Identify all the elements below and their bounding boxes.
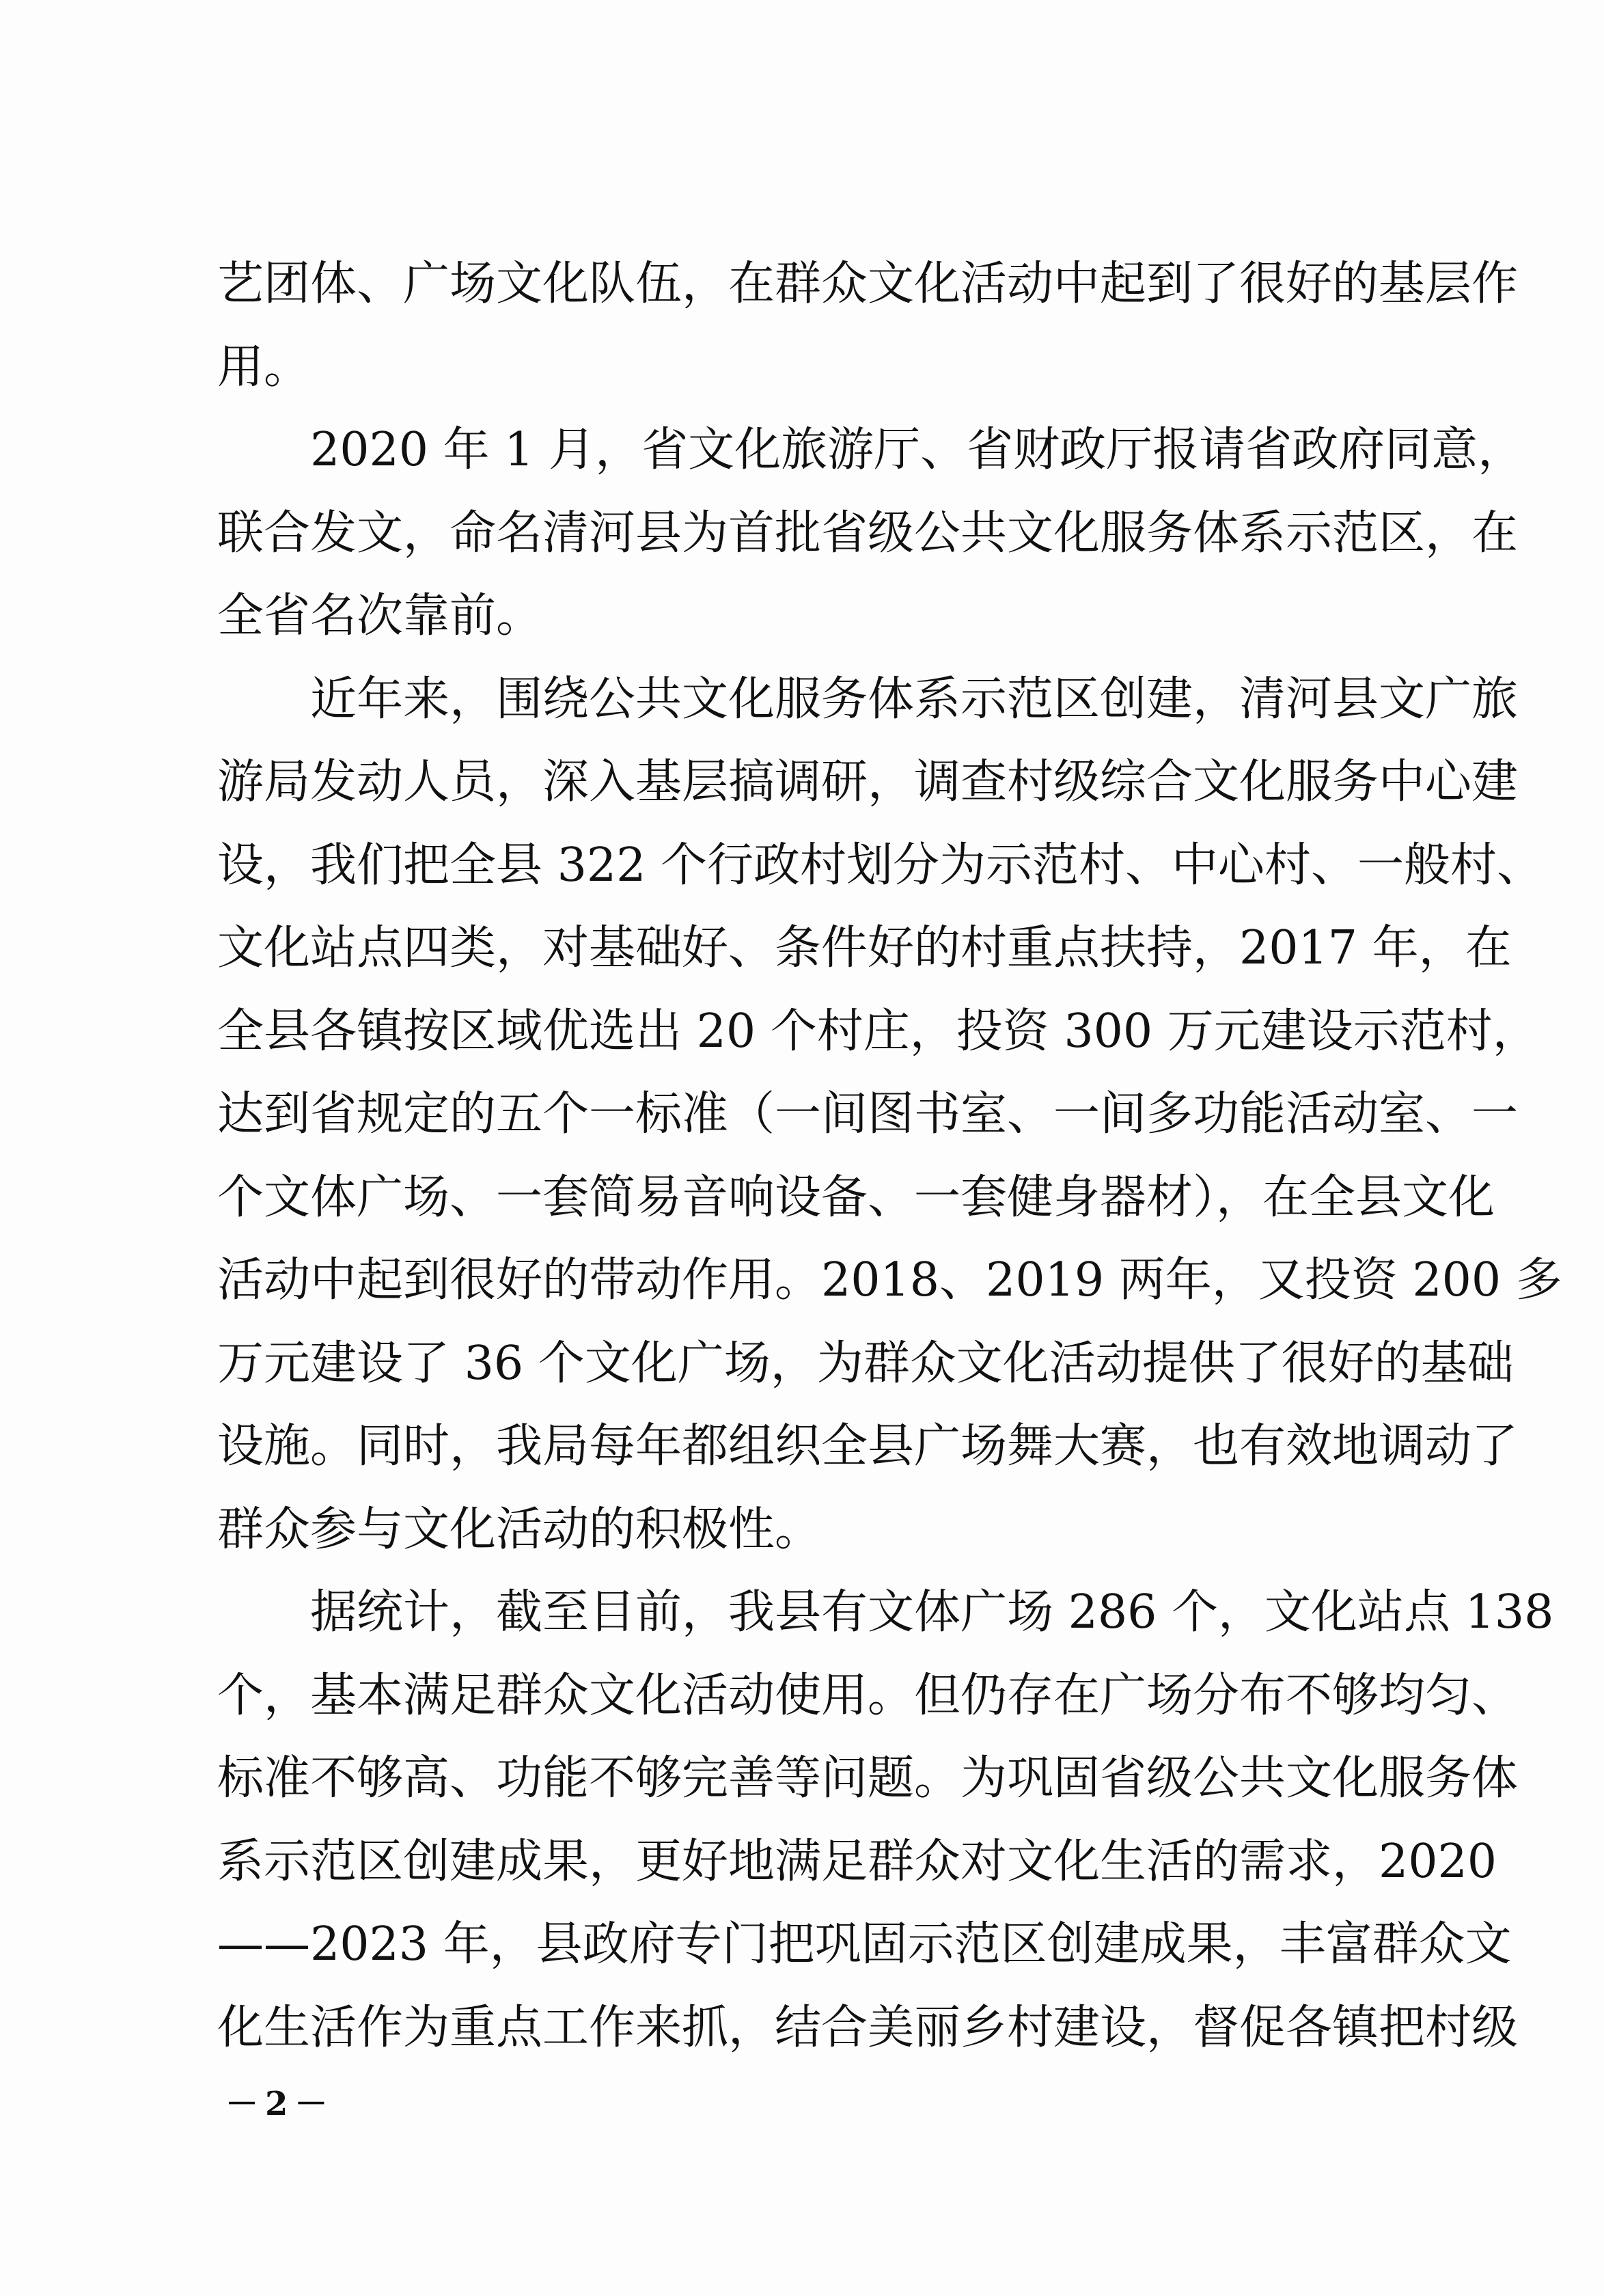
text-line: 个文体广场、一套简易音响设备、一套健身器材），在全县文化	[217, 1170, 1495, 1225]
text-line: 游局发动人员，深入基层搞调研，调查村级综合文化服务中心建	[217, 755, 1519, 809]
text-line: 化生活作为重点工作来抓，结合美丽乡村建设，督促各镇把村级	[217, 2000, 1519, 2055]
text-line: ——2023 年，县政府专门把巩固示范区创建成果，丰富群众文	[217, 1917, 1512, 1971]
text-line: 设，我们把全县 322 个行政村划分为示范村、中心村、一般村、	[217, 838, 1544, 892]
text-line: 联合发文，命名清河县为首批省级公共文化服务体系示范区，在	[217, 506, 1519, 560]
text-line: 据统计，截至目前，我县有文体广场 286 个，文化站点 138	[310, 1585, 1554, 1639]
paragraph-2	[217, 409, 1525, 658]
text-line: 系示范区创建成果，更好地满足群众对文化生活的需求，2020	[217, 1834, 1497, 1889]
text-line: 达到省规定的五个一标准（一间图书室、一间多功能活动室、一	[217, 1087, 1519, 1141]
paragraph-1	[217, 243, 1519, 409]
text-line: 艺团体、广场文化队伍，在群众文化活动中起到了很好的基层作	[217, 257, 1519, 311]
text-line: 文化站点四类，对基础好、条件好的村重点扶持，2017 年，在	[217, 921, 1512, 975]
text-line: 万元建设了 36 个文化广场，为群众文化活动提供了很好的基础	[217, 1336, 1514, 1391]
text-line: 全省名次靠前。	[217, 589, 543, 643]
text-line: 用。	[217, 340, 311, 394]
text-line: 群众参与文化活动的积极性。	[217, 1502, 822, 1557]
text-line: 全县各镇按区域优选出 20 个村庄，投资 300 万元建设示范村，	[217, 1004, 1539, 1058]
text-line: 个，基本满足群众文化活动使用。但仍存在广场分布不够均匀、	[217, 1668, 1519, 1723]
text-line: 设施。同时，我局每年都组织全县广场舞大赛，也有效地调动了	[217, 1419, 1519, 1473]
text-line: 2020 年 1 月，省文化旅游厅、省财政厅报请省政府同意，	[310, 423, 1525, 477]
text-line: 活动中起到很好的带动作用。2018、2019 两年，又投资 200 多	[217, 1253, 1562, 1307]
document-body	[217, 243, 1562, 2069]
page-number: －2－	[225, 2085, 335, 2123]
text-line: 标准不够高、功能不够完善等问题。为巩固省级公共文化服务体	[217, 1751, 1519, 1805]
paragraph-3	[217, 658, 1562, 1572]
paragraph-4	[217, 1571, 1554, 2069]
text-line: 近年来，围绕公共文化服务体系示范区创建，清河县文广旅	[310, 672, 1519, 726]
